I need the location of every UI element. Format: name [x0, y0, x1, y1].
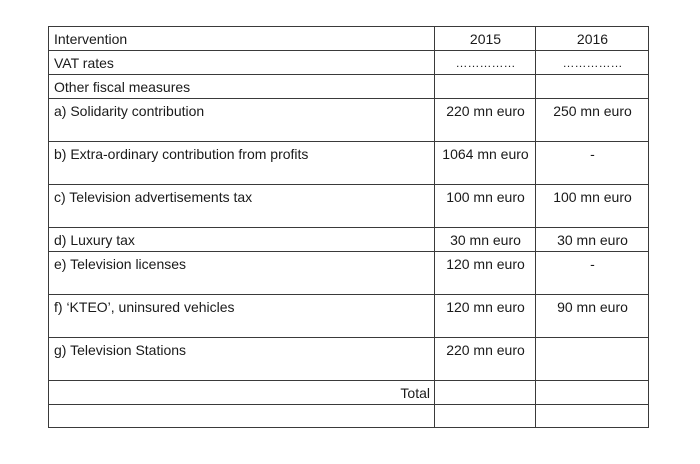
cell-2016 [536, 75, 649, 99]
row-label: c) Television advertisements tax [49, 185, 435, 228]
header-2015: 2015 [435, 27, 536, 51]
cell-2015: 120 mn euro [435, 252, 536, 295]
cell-2015: 220 mn euro [435, 338, 536, 381]
cell-2015 [435, 75, 536, 99]
cell-2015: …………… [435, 51, 536, 75]
row-label: b) Extra-ordinary contribution from profits [49, 142, 435, 185]
total-label: Total [49, 381, 435, 405]
table-row [49, 51, 649, 75]
cell-2015: 1064 mn euro [435, 142, 536, 185]
cell-2015: 120 mn euro [435, 295, 536, 338]
table-row [49, 252, 649, 295]
table-row [49, 228, 649, 252]
table-row [49, 142, 649, 185]
cell-2016: …………… [536, 51, 649, 75]
row-label: f) ‘KTEO’, uninsured vehicles [49, 295, 435, 338]
cell-2015: 30 mn euro [435, 228, 536, 252]
table-header-row [49, 27, 649, 51]
header-2016: 2016 [536, 27, 649, 51]
table-row [49, 99, 649, 142]
empty-row [49, 405, 649, 428]
row-label: a) Solidarity contribution [49, 99, 435, 142]
row-label: d) Luxury tax [49, 228, 435, 252]
total-row [49, 381, 649, 405]
row-label: g) Television Stations [49, 338, 435, 381]
empty-cell [435, 405, 536, 428]
cell-2016: - [536, 142, 649, 185]
empty-cell [49, 405, 435, 428]
total-2015 [435, 381, 536, 405]
table-row [49, 338, 649, 381]
cell-2016: 30 mn euro [536, 228, 649, 252]
table-row [49, 295, 649, 338]
table-row [49, 185, 649, 228]
fiscal-measures-table [48, 26, 649, 428]
header-intervention: Intervention [49, 27, 435, 51]
cell-2016: 250 mn euro [536, 99, 649, 142]
total-2016 [536, 381, 649, 405]
cell-2016: 90 mn euro [536, 295, 649, 338]
cell-2015: 100 mn euro [435, 185, 536, 228]
table-row [49, 75, 649, 99]
cell-2016: - [536, 252, 649, 295]
cell-2015: 220 mn euro [435, 99, 536, 142]
cell-2016: 100 mn euro [536, 185, 649, 228]
empty-cell [536, 405, 649, 428]
row-label: e) Television licenses [49, 252, 435, 295]
row-label: VAT rates [49, 51, 435, 75]
row-label: Other fiscal measures [49, 75, 435, 99]
cell-2016 [536, 338, 649, 381]
